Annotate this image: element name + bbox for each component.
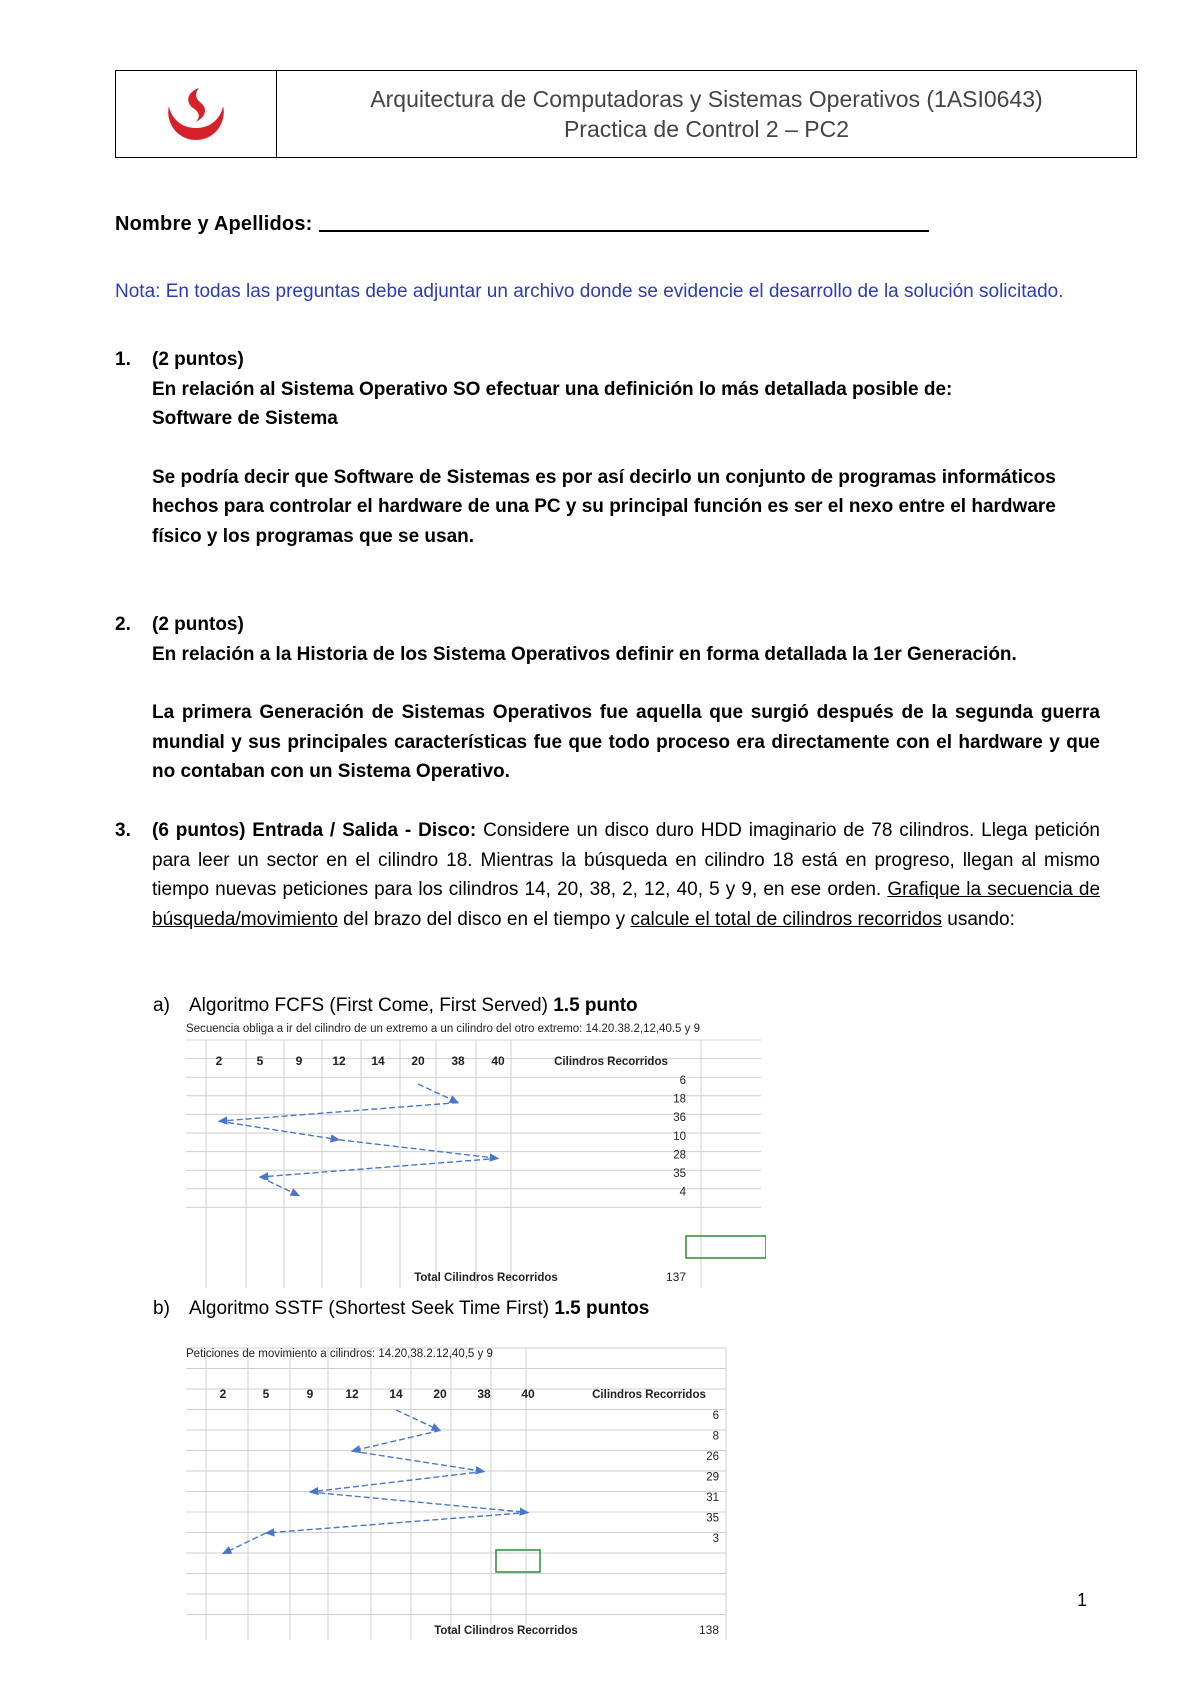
subquestion-a xyxy=(153,995,638,1017)
column-header: 9 xyxy=(306,1387,314,1401)
question-text-2: del brazo del disco en el tiempo y xyxy=(343,908,626,930)
question-points: (2 puntos) xyxy=(152,614,244,635)
name-field xyxy=(115,212,929,236)
exam-title: Practica de Control 2 – PC2 xyxy=(563,116,850,142)
name-blank-line[interactable] xyxy=(319,212,929,232)
seek-arrow xyxy=(310,1492,528,1513)
column-header: 5 xyxy=(256,1054,264,1068)
column-header: 12 xyxy=(332,1054,346,1068)
subquestion-label: a) xyxy=(153,995,170,1016)
recorridos-value: 6 xyxy=(679,1075,686,1087)
recorridos-header: Cilindros Recorridos xyxy=(592,1389,706,1401)
subquestion-text: Algoritmo SSTF (Shortest Seek Time First) xyxy=(189,1298,550,1319)
column-header: 40 xyxy=(491,1054,505,1068)
column-header: 14 xyxy=(371,1054,385,1068)
recorridos-value: 3 xyxy=(712,1533,719,1545)
recorridos-value: 4 xyxy=(679,1186,686,1199)
seek-arrow xyxy=(219,1103,458,1122)
recorridos-value: 28 xyxy=(673,1149,686,1162)
question-1 xyxy=(115,345,1100,551)
question-2 xyxy=(115,610,1100,787)
total-label: Total Cilindros Recorridos xyxy=(434,1625,578,1637)
seek-arrow xyxy=(266,1513,528,1534)
recorridos-value: 26 xyxy=(706,1451,719,1463)
column-header: 14 xyxy=(389,1387,403,1401)
seek-arrow xyxy=(418,1084,458,1103)
question-topic: Software de Sistema xyxy=(152,408,338,429)
seek-arrow xyxy=(352,1451,484,1472)
subquestion-points: 1.5 punto xyxy=(553,995,638,1016)
selected-cell xyxy=(686,1236,766,1258)
recorridos-value: 8 xyxy=(712,1430,719,1443)
column-header: 2 xyxy=(219,1387,227,1401)
seek-arrow xyxy=(310,1472,484,1493)
seek-arrow xyxy=(219,1121,339,1140)
seek-arrow xyxy=(260,1177,299,1196)
chart-title: Peticiones de movimiento a cilindros: 14.20,38.2.12,40,5 y 9 xyxy=(186,1348,493,1360)
subquestion-b xyxy=(153,1298,649,1320)
underlined-instruction-2: calcule el total de cilindros recorridos xyxy=(630,908,942,930)
question-answer: Se podría decir que Software de Sistemas es por así decirlo un conjunto de programas informáticos hechos para controlar el hardware de una PC y su principal función es ser el nexo entre el hardware físico y los programas que se usan. xyxy=(152,466,1056,547)
column-header: 12 xyxy=(345,1387,359,1401)
fcfs-chart xyxy=(186,1018,766,1293)
course-title: Arquitectura de Computadoras y Sistemas Operativos (1ASI0643) xyxy=(370,86,1043,112)
question-answer: La primera Generación de Sistemas Operativos fue aquella que surgió después de la segunda guerra mundial y sus principales características fue que todo proceso era directamente con el hardware y que no contaban con un Sistema Operativo. xyxy=(152,702,1100,782)
question-3 xyxy=(115,816,1100,934)
subquestion-text: Algoritmo FCFS (First Come, First Served) xyxy=(189,995,548,1016)
name-label: Nombre y Apellidos: xyxy=(115,213,313,235)
total-value: 137 xyxy=(665,1270,686,1284)
question-number: 1. xyxy=(115,349,131,370)
question-lead: (6 puntos) Entrada / Salida - Disco: xyxy=(152,820,477,841)
seek-arrow xyxy=(260,1158,498,1177)
question-number: 2. xyxy=(115,614,131,635)
column-header: 38 xyxy=(451,1054,465,1068)
total-label: Total Cilindros Recorridos xyxy=(414,1272,558,1284)
question-prompt: En relación a la Historia de los Sistema Operativos definir en forma detallada la 1er Generación. xyxy=(152,643,1017,665)
recorridos-value: 35 xyxy=(673,1168,686,1180)
question-3-text xyxy=(152,816,1100,934)
seek-arrow xyxy=(396,1410,440,1431)
header-title xyxy=(277,71,1136,157)
subquestion-points: 1.5 puntos xyxy=(554,1298,650,1319)
question-number: 3. xyxy=(115,820,131,841)
recorridos-value: 36 xyxy=(673,1112,686,1125)
seek-arrow xyxy=(339,1140,498,1159)
recorridos-value: 29 xyxy=(706,1471,719,1484)
recorridos-header: Cilindros Recorridos xyxy=(554,1056,668,1068)
seek-arrow xyxy=(223,1533,266,1554)
column-header: 2 xyxy=(215,1054,223,1068)
chart-title: Secuencia obliga a ir del cilindro de un extremo a un cilindro del otro extremo: 14.20.38.2,12,40.5 y 9 xyxy=(186,1023,700,1035)
question-points: (2 puntos) xyxy=(152,349,244,370)
sstf-chart-svg xyxy=(186,1340,736,1640)
total-value: 138 xyxy=(698,1623,719,1637)
column-header: 20 xyxy=(411,1054,425,1068)
fcfs-chart-svg xyxy=(186,1018,766,1288)
column-header: 40 xyxy=(521,1387,535,1401)
recorridos-value: 18 xyxy=(673,1093,686,1106)
recorridos-value: 6 xyxy=(712,1410,719,1422)
page-number: 1 xyxy=(1077,1590,1088,1610)
logo-cell xyxy=(116,71,277,157)
note-text: Nota: En todas las preguntas debe adjuntar un archivo donde se evidencie el desarrollo de la solución solicitado. xyxy=(115,281,1064,302)
question-prompt: En relación al Sistema Operativo SO efectuar una definición lo más detallada posible de: xyxy=(152,378,953,400)
question-text-1: Considere un disco duro HDD imaginario de 78 cilindros. Llega petición para leer un sector en el cilindro 18. Mientras la búsqueda en cilindro 18 está en progreso, llegan al mismo tiempo nuevas peticiones para los cilindros 14, 20, 38, 2, 12, 40, 5 y 9, en ese orden. xyxy=(152,820,1100,900)
upc-logo-icon xyxy=(163,86,229,142)
underlined-instruction-1: Grafique la secuencia de búsqueda/movimiento xyxy=(152,879,1101,930)
recorridos-value: 10 xyxy=(673,1130,686,1143)
subquestion-label: b) xyxy=(153,1298,170,1319)
sstf-chart xyxy=(186,1340,736,1645)
header-table xyxy=(115,70,1137,158)
column-header: 20 xyxy=(433,1387,447,1401)
column-header: 38 xyxy=(477,1387,491,1401)
question-text-3: usando: xyxy=(947,908,1015,930)
recorridos-value: 35 xyxy=(706,1512,719,1525)
column-header: 9 xyxy=(295,1054,303,1068)
seek-arrow xyxy=(352,1431,440,1452)
column-header: 5 xyxy=(262,1387,270,1401)
recorridos-value: 31 xyxy=(706,1492,719,1504)
